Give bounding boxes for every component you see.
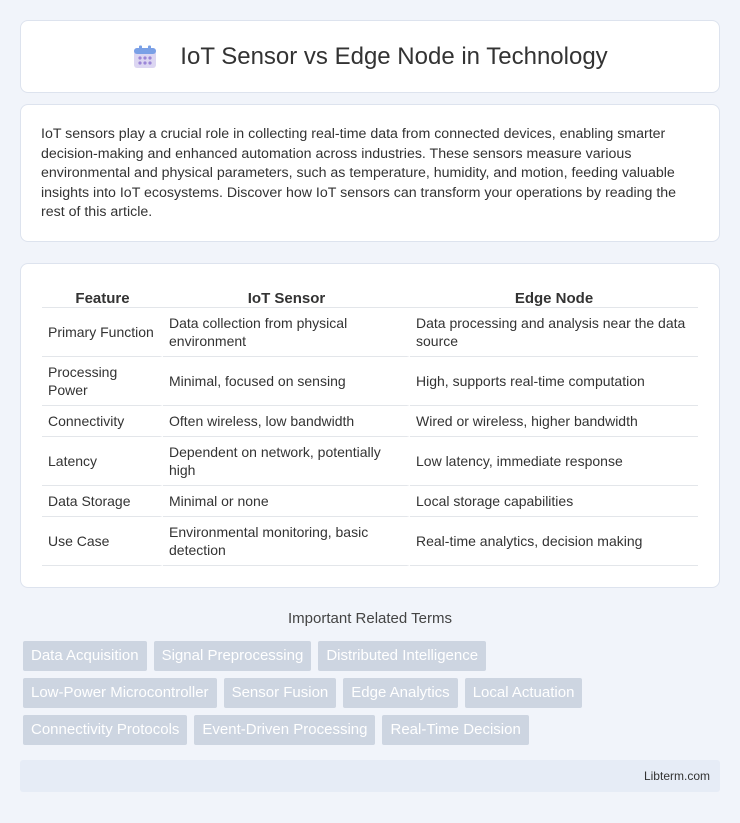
table-cell: Low latency, immediate response [410,437,698,486]
table-cell: Data Storage [42,486,163,517]
header-feature: Feature [42,284,163,308]
table-row [42,308,698,357]
comparison-table [42,284,698,566]
table-cell: Minimal, focused on sensing [163,357,410,406]
table-cell: Data collection from physical environment [163,308,410,357]
table-row [42,486,698,517]
related-terms-tags [23,641,723,752]
tag-edge-analytics[interactable]: Edge Analytics [343,678,457,708]
tag-local-actuation[interactable]: Local Actuation [465,678,583,708]
tag-sensor-fusion[interactable]: Sensor Fusion [224,678,337,708]
intro-text: IoT sensors play a crucial role in collecting real-time data from connected devices, enabling smarter decision-making and enhanced automation across industries. These sensors measure various environmental and physical parameters, such as temperature, humidity, and motion, feeding valuable insights into IoT ecosystems. Discover how IoT sensors can transform your operations by reading the rest of this article. [41,126,677,221]
table-cell: Minimal or none [163,486,410,517]
related-terms-title: Important Related Terms [288,610,452,627]
tag-event-driven-processing[interactable]: Event-Driven Processing [194,715,375,745]
table-cell: High, supports real-time computation [410,357,698,406]
tag-real-time-decision[interactable]: Real-Time Decision [382,715,528,745]
calendar-icon [132,44,158,70]
header-iot-sensor: IoT Sensor [163,284,410,308]
footer-site-link[interactable]: Libterm.com [643,769,710,783]
table-cell: Latency [42,437,163,486]
table-row [42,357,698,406]
table-cell: Use Case [42,517,163,566]
table-cell: Data processing and analysis near the data source [410,308,698,357]
tag-data-acquisition[interactable]: Data Acquisition [23,641,147,671]
table-row [42,406,698,437]
table-cell: Real-time analytics, decision making [410,517,698,566]
table-cell: Wired or wireless, higher bandwidth [410,406,698,437]
title-card [20,20,720,93]
table-row [42,517,698,566]
tag-row [23,641,723,671]
tag-row [23,715,723,745]
tag-distributed-intelligence[interactable]: Distributed Intelligence [318,641,486,671]
comparison-table-card [20,263,720,588]
table-cell: Processing Power [42,357,163,406]
intro-card [20,104,720,242]
tag-signal-preprocessing[interactable]: Signal Preprocessing [154,641,312,671]
table-cell: Connectivity [42,406,163,437]
table-cell: Local storage capabilities [410,486,698,517]
table-cell: Environmental monitoring, basic detection [163,517,410,566]
table-header-row [42,284,698,308]
header-edge-node: Edge Node [410,284,698,308]
tag-row [23,678,723,708]
page-title: IoT Sensor vs Edge Node in Technology [180,42,608,70]
table-cell: Primary Function [42,308,163,357]
tag-low-power-microcontroller[interactable]: Low-Power Microcontroller [23,678,217,708]
table-row [42,437,698,486]
table-cell: Dependent on network, potentially high [163,437,410,486]
table-cell: Often wireless, low bandwidth [163,406,410,437]
footer [20,760,720,792]
tag-connectivity-protocols[interactable]: Connectivity Protocols [23,715,187,745]
